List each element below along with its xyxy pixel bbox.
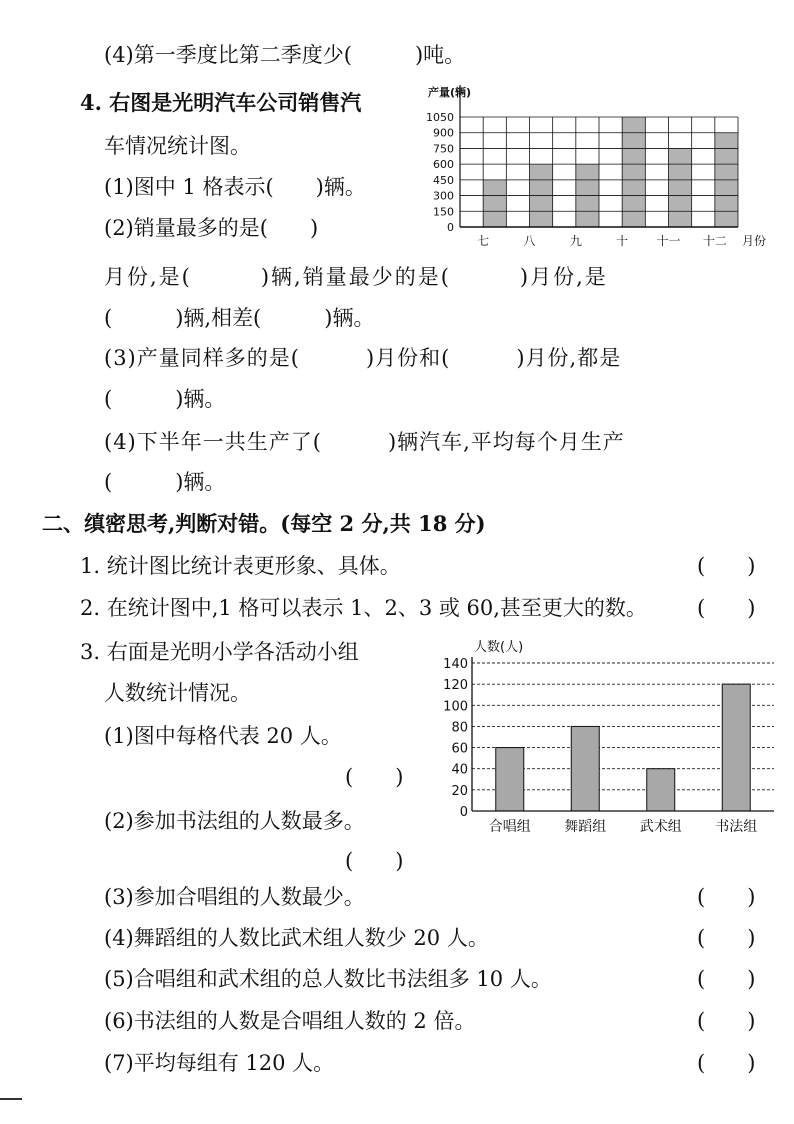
x-axis-label: 月份 [742,234,767,248]
answer-blank-3-5[interactable]: ( ) [697,967,756,991]
answer-blank-2[interactable]: ( ) [697,596,756,620]
judge-item-1: 1. 统计图比统计表更形象、具体。 [80,554,401,578]
y-tick-label: 80 [451,720,468,736]
y-tick-label: 750 [433,142,454,156]
x-tick-label: 八 [523,234,536,248]
y-tick-label: 120 [443,678,468,694]
answer-blank-3-1[interactable]: ( ) [345,765,404,789]
y-tick-label: 40 [451,762,468,778]
problem4-q3-line2: ( )辆。 [104,387,226,411]
x-tick-label: 十二 [702,234,727,248]
y-tick-label: 140 [443,657,468,672]
x-tick-label: 十一 [656,234,681,248]
y-tick-label: 300 [433,189,454,203]
y-tick-label: 150 [433,205,454,219]
answer-blank-3-7[interactable]: ( ) [697,1051,756,1075]
y-tick-label: 60 [451,741,468,757]
y-tick-label: 0 [459,805,468,820]
answer-blank-1[interactable]: ( ) [697,554,756,578]
y-tick-label: 1050 [426,111,454,124]
x-tick-label: 合唱组 [488,819,531,835]
x-tick-label: 武术组 [639,819,682,835]
activity-groups-chart [430,633,780,838]
bar-十 [622,117,645,227]
y-tick-label: 20 [451,783,468,799]
bar-合唱组 [496,748,524,811]
judge-item-3-line1: 3. 右面是光明小学各活动小组 [80,640,359,664]
y-axis-label: 人数(人) [474,640,524,655]
bar-舞蹈组 [571,726,599,811]
prev-question-4: (4)第一季度比第二季度少( )吨。 [104,43,466,67]
problem4-q4-line1: (4)下半年一共生产了( )辆汽车,平均每个月生产 [104,430,625,454]
problem4-title-line1: 4. 右图是光明汽车公司销售汽 [80,90,362,115]
problem4-title-line2: 车情况统计图。 [104,134,251,158]
car-sales-chart [410,80,790,255]
answer-blank-3-3[interactable]: ( ) [697,885,756,909]
bar-书法组 [722,684,750,811]
judge-item-3-line2: 人数统计情况。 [104,681,251,705]
judge-sub-4: (4)舞蹈组的人数比武术组人数少 20 人。 [104,926,489,950]
x-tick-label: 书法组 [715,819,758,835]
judge-sub-1: (1)图中每格代表 20 人。 [104,724,342,748]
y-tick-label: 900 [433,126,454,140]
answer-blank-3-2[interactable]: ( ) [345,849,404,873]
problem4-q2-line1: (2)销量最多的是( ) [104,216,319,240]
y-tick-label: 600 [433,158,454,172]
problem4-q3-line1: (3)产量同样多的是( )月份和( )月份,都是 [104,346,622,370]
x-tick-label: 七 [477,234,490,248]
x-tick-label: 十 [616,234,629,248]
problem4-q4-line2: ( )辆。 [104,470,226,494]
judge-sub-2: (2)参加书法组的人数最多。 [104,809,365,833]
y-tick-label: 0 [447,221,454,234]
judge-sub-5: (5)合唱组和武术组的总人数比书法组多 10 人。 [104,967,552,991]
judge-item-2: 2. 在统计图中,1 格可以表示 1、2、3 或 60,甚至更大的数。 [80,596,647,620]
problem4-q2-line2: 月份,是( )辆,销量最少的是( )月份,是 [104,265,608,289]
problem4-q1: (1)图中 1 格表示( )辆。 [104,175,366,199]
section2-heading: 二、缜密思考,判断对错。(每空 2 分,共 18 分) [42,511,486,536]
judge-sub-3: (3)参加合唱组的人数最少。 [104,885,365,909]
page-edge-mark [0,1098,22,1100]
x-tick-label: 九 [569,234,582,248]
answer-blank-3-4[interactable]: ( ) [697,926,756,950]
y-tick-label: 450 [433,173,454,187]
answer-blank-3-6[interactable]: ( ) [697,1009,756,1033]
judge-sub-7: (7)平均每组有 120 人。 [104,1051,335,1075]
x-tick-label: 舞蹈组 [564,819,607,835]
judge-sub-6: (6)书法组的人数是合唱组人数的 2 倍。 [104,1009,476,1033]
y-axis-label: 产量(辆) [428,86,472,99]
y-tick-label: 100 [443,699,468,715]
bar-武术组 [647,769,675,811]
problem4-q2-line3: ( )辆,相差( )辆。 [104,306,375,330]
bar-十一 [669,148,692,227]
bar-七 [483,180,506,227]
